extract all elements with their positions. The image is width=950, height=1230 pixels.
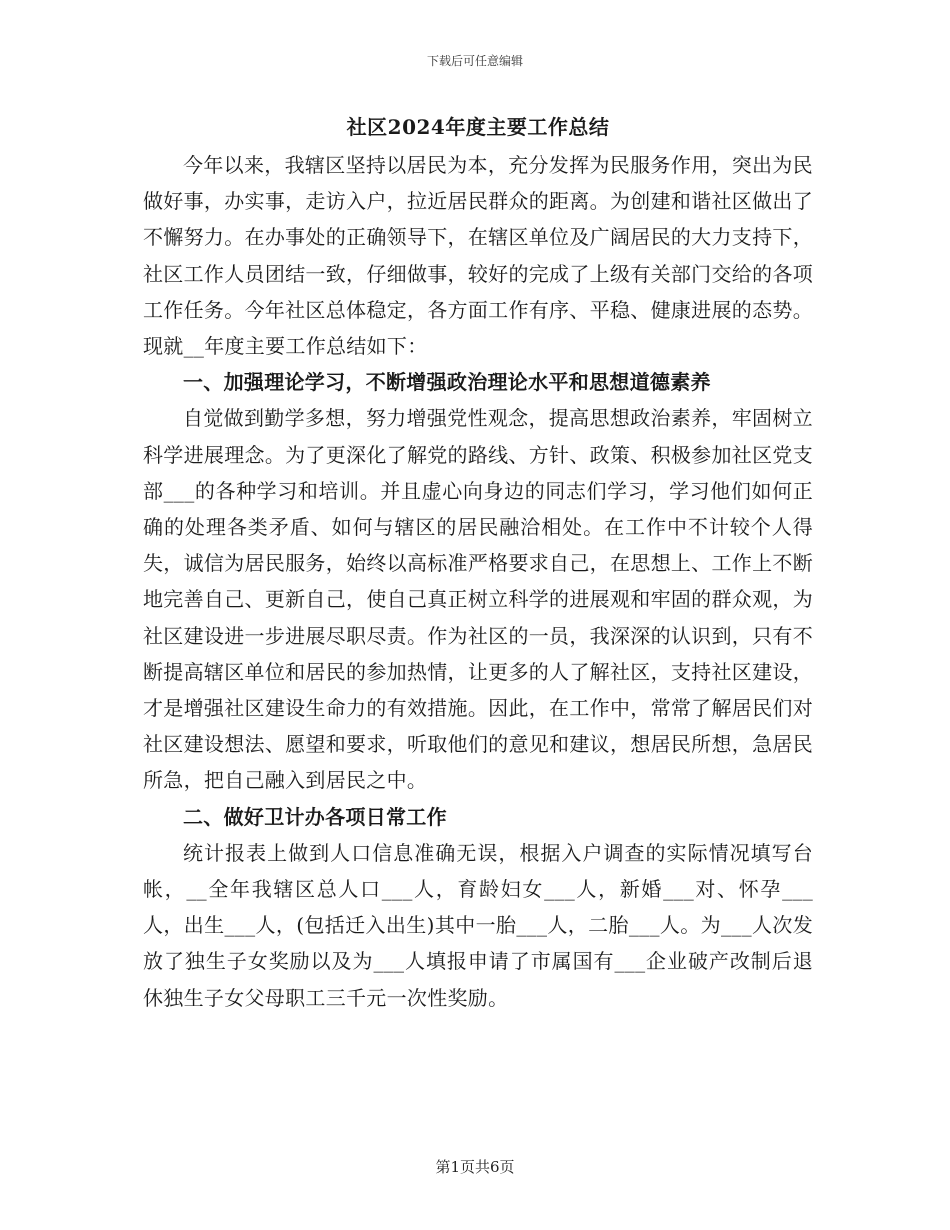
section-1-paragraph: 自觉做到勤学多想，努力增强党性观念，提高思想政治素养，牢固树立科学进展理念。为了更深化了解党的路线、方针、政策、积极参加社区党支部___的各种学习和培训。并且虚心向身边的同志们学习，学习他们如何正确的处理各类矛盾、如何与辖区的居民融洽相处。在工作中不计较个人得失，诚信为居民服务，始终以高标准严格要求自己，在思想上、工作上不断地完善自己、更新自己，使自己真正树立科学的进展观和牢固的群众观，为社区建设进一步进展尽职尽责。作为社区的一员，我深深的认识到，只有不断提高辖区单位和居民的参加热情，让更多的人了解社区，支持社区建设，才是增强社区建设生命力的有效措施。因此，在工作中，常常了解居民们对社区建设想法、愿望和要求，听取他们的意见和建议，想居民所想，急居民所急，把自己融入到居民之中。 xyxy=(143,406,813,793)
section-2-heading: 二、做好卫计办各项日常工作 xyxy=(183,804,447,829)
intro-paragraph: 今年以来，我辖区坚持以居民为本，充分发挥为民服务作用，突出为民做好事，办实事，走访入户，拉近居民群众的距离。为创建和谐社区做出了不懈努力。在办事处的正确领导下，在辖区单位及广阔居民的大力支持下，社区工作人员团结一致，仔细做事，较好的完成了上级有关部门交给的各项工作任务。今年社区总体稳定，各方面工作有序、平稳、健康进展的态势。现就__年度主要工作总结如下： xyxy=(143,153,813,359)
page-number: 第1页共6页 xyxy=(435,1158,515,1176)
page-header-note: 下载后可任意编辑 xyxy=(426,54,523,68)
document-body xyxy=(143,107,813,1016)
section-1-heading: 一、加强理论学习，不断增强政治理论水平和思想道德素养 xyxy=(183,370,711,395)
document-title: 社区2024年度主要工作总结 xyxy=(346,115,610,139)
section-2-paragraph: 统计报表上做到人口信息准确无误，根据入户调查的实际情况填写台帐，__全年我辖区总人口___人，育龄妇女___人，新婚___对、怀孕___人，出生___人，(包括迁入出生)其中一胎___人，二胎___人。为___人次发放了独生子女奖励以及为___人填报申请了市属国有___企业破产改制后退休独生子女父母职工三千元一次性奖励。 xyxy=(143,840,813,1010)
